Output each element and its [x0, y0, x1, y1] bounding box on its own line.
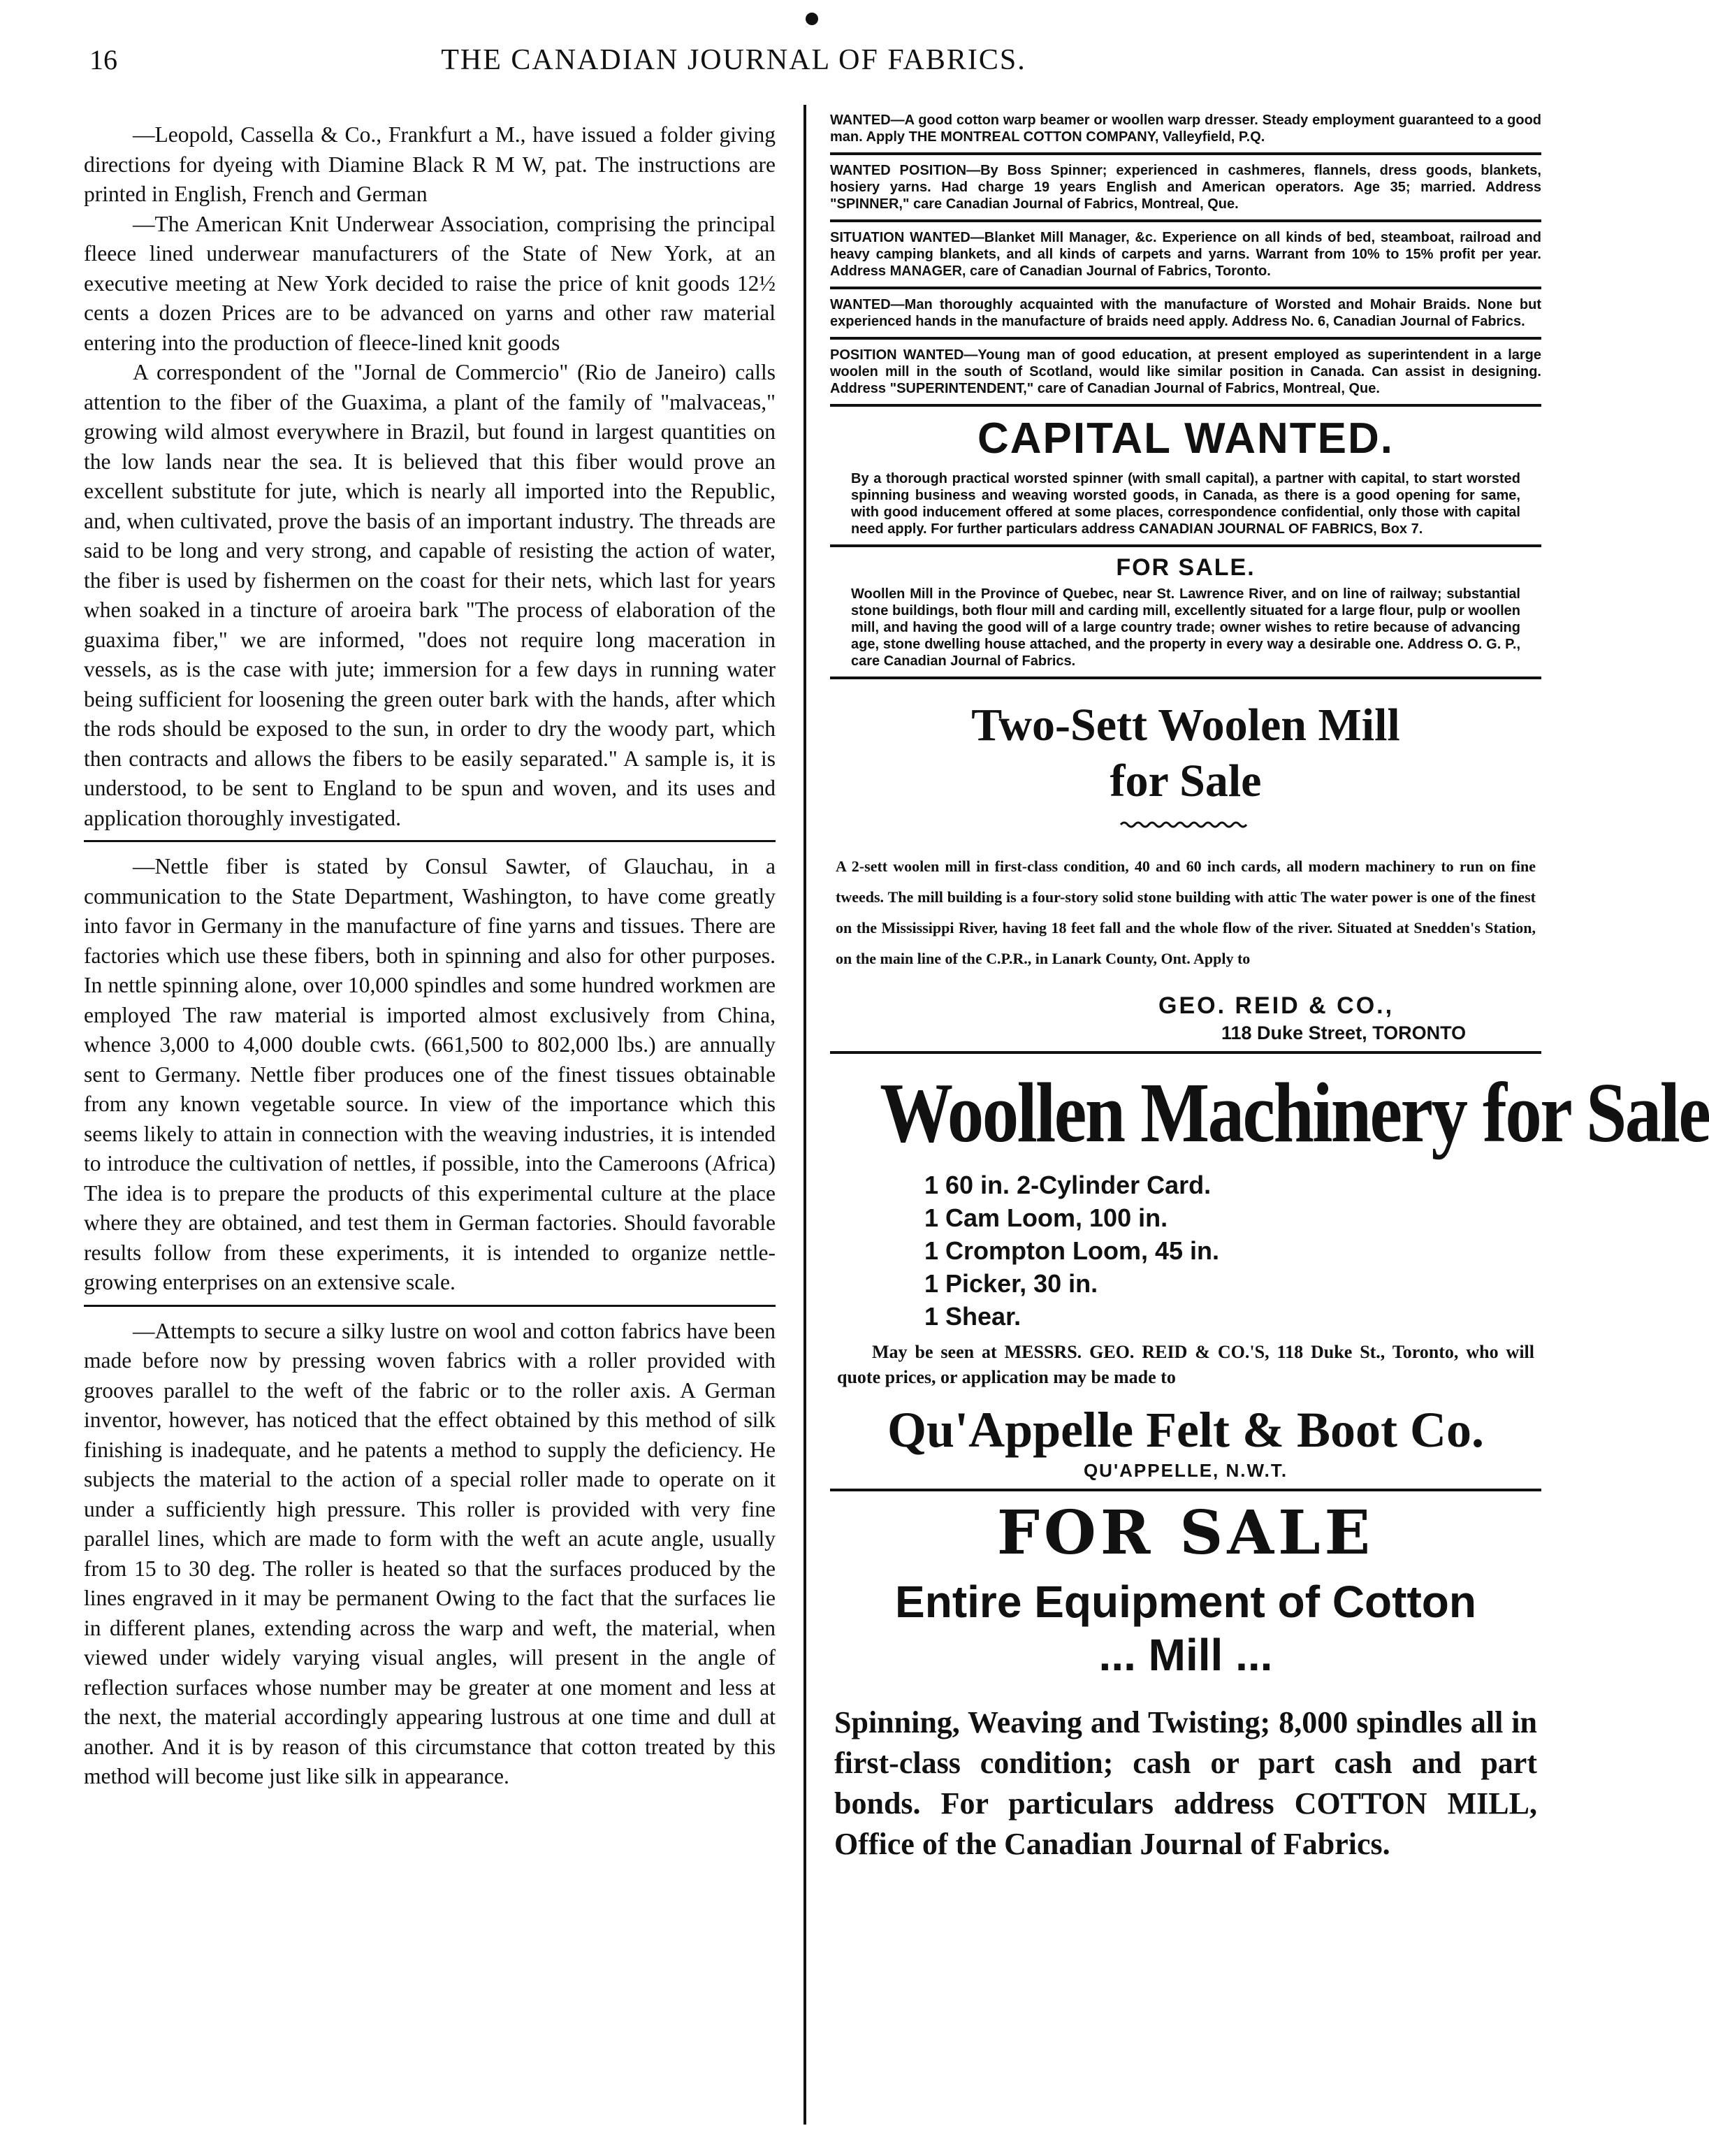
page-number: 16 — [89, 44, 117, 75]
ad-separator — [830, 404, 1541, 407]
two-sett-contact — [830, 992, 1513, 1044]
company-name: Qu'Appelle Felt & Boot Co. — [887, 1402, 1484, 1458]
ad-separator — [830, 1489, 1541, 1491]
column-rule — [803, 105, 806, 2125]
ad-separator — [830, 152, 1541, 155]
ad-wanted-beamer: WANTED—A good cotton warp beamer or woollen warp dresser. Steady employment guaranteed to a good man. Apply THE MONTREAL COTTON COMPANY, Valleyfield, P.Q. — [830, 113, 1541, 145]
article-separator — [84, 1305, 776, 1307]
machinery-note: May be seen at MESSRS. GEO. REID & CO.'S, 118 Duke St., Toronto, who will quote prices, or application may be made to — [837, 1342, 1534, 1387]
header-dot — [806, 13, 818, 25]
article-guaxima: A correspondent of the "Jornal de Commercio" (Rio de Janeiro) calls attention to the fiber of the Guaxima, a plant of the family of "malvaceas," growing wild almost everywhere in Brazil, but found in largest quantities on the low lands near the sea. It is believed that this fiber would prove an excellent substitute for jute, which is nearly all imported into the Republic, and, when cultivated, prove the basis of an important industry. The threads are said to be long and very strong, and capable of resisting the action of water, the fiber is used by fishermen on the coast for their nets, which last for years when soaked in a tincture of aroeira bark "The process of elaboration of the guaxima fiber," we are informed, "does not require long maceration in vessels, as is the case with jute; immersion for a few days in running water being sufficient for loosening the green outer bark with the hands, after which the rods should be exposed to the sun, in order to dry the woody part, which then contracts and allows the fibers to be easily separated." A sample is, it is understood, to be sent to England to be spun and woven, and its uses and application thoroughly investigated. — [84, 360, 776, 830]
capital-wanted-body: By a thorough practical worsted spinner (with small capital), a partner with capital, to start worsted spinning business and weaving worsted goods, in Canada, as there is a good opening for same, with good inducement offered at some places, correspondence confidential, only those with capital need apply. For further particulars address CANADIAN JOURNAL OF FABRICS, Box 7. — [851, 471, 1520, 537]
two-sett-body: A 2-sett woolen mill in first-class condition, 40 and 60 inch cards, all modern machinery to run on fine tweeds. The mill building is a four-story solid stone building with attic The water power is one of the finest on the Mississippi River, having 18 feet fall and the whole flow of the river. Situated at Snedden's Station, on the main line of the C.P.R., in Lanark County, Ont. Apply to — [836, 858, 1536, 967]
ad-wanted-braids: WANTED—Man thoroughly acquainted with the manufacture of Worsted and Mohair Braids. None but experienced hands in the manufacture of braids need apply. Address No. 6, Canadian Journal of Fabrics. — [830, 297, 1541, 329]
ad-separator — [830, 1051, 1541, 1054]
two-sett-heading-line2: for Sale — [1110, 755, 1262, 806]
article-separator — [84, 840, 776, 842]
cotton-mill-subheading — [830, 1575, 1541, 1681]
wave-ornament — [1119, 819, 1252, 830]
machinery-item: 1 Shear. — [924, 1302, 1021, 1331]
company-location: QU'APPELLE, N.W.T. — [1083, 1460, 1288, 1481]
machinery-item: 1 Crompton Loom, 45 in. — [924, 1236, 1220, 1265]
contact-name: GEO. REID & CO., — [1158, 992, 1395, 1019]
ad-separator — [830, 287, 1541, 289]
two-sett-heading — [830, 697, 1541, 809]
right-column — [830, 112, 1709, 1865]
machinery-item: 1 Picker, 30 in. — [924, 1269, 1098, 1298]
two-sett-heading-line1: Two-Sett Woolen Mill — [971, 700, 1400, 751]
ad-separator — [830, 544, 1541, 547]
ad-separator — [830, 219, 1541, 222]
cotton-mill-subheading-line2: ... Mill ... — [1098, 1630, 1273, 1680]
journal-title: THE CANADIAN JOURNAL OF FABRICS. — [441, 44, 1026, 76]
ad-separator — [830, 677, 1541, 679]
machinery-list — [924, 1169, 1541, 1333]
contact-address: 118 Duke Street, TORONTO — [1221, 1022, 1467, 1043]
cotton-mill-subheading-line1: Entire Equipment of Cotton — [895, 1577, 1476, 1627]
cotton-mill-body: Spinning, Weaving and Twisting; 8,000 spindles all in first-class condition; cash or part cash and part bonds. For particulars address COTTON MILL, Office of the Canadian Journal of Fabrics. — [834, 1705, 1537, 1861]
article-silky-lustre: —Attempts to secure a silky lustre on wool and cotton fabrics have been made before now by pressing woven fabrics with a roller provided with grooves parallel to the weft of the fabric or to the roller axis. A German inventor, however, has noticed that the effect obtained by this method of silk finishing is inadequate, and he patents a method to supply the deficiency. He subjects the material to the action of a special roller made to operate on it under a sufficiently high pressure. This roller is provided with very fine parallel lines, which are made to form with the weft an acute angle, usually from 15 to 30 deg. The roller is heated so that the surfaces produced by the lines engraved in it may be permanent Owing to the fact that the surfaces lie in different planes, extending across the warp and weft, the material, when viewed under widely varying visual angles, will present in the angle of reflection surfaces whose number may be greater at one moment and less at the next, the material accordingly appearing lustrous at one time and dull at another. And it is by reason of this circumstance that cotton treated by this method will become just like silk in appearance. — [84, 1318, 776, 1788]
ad-wanted-position-spinner: WANTED POSITION—By Boss Spinner; experienced in cashmeres, flannels, dress goods, blankets, hosiery yarns. Had charge 19 years English and American operators. Age 35; married. Address "SPINNER," care Canadian Journal of Fabrics, Montreal, Que. — [830, 163, 1541, 212]
ad-situation-wanted: SITUATION WANTED—Blanket Mill Manager, &c. Experience on all kinds of bed, steamboat, railroad and heavy camping blankets, and all kinds of carpets and yarns. Warrant from 10% to 15% profit per year. Address MANAGER, care of Canadian Journal of Fabrics, Toronto. — [830, 230, 1541, 279]
ad-separator — [830, 337, 1541, 340]
machinery-heading: Woollen Machinery for Sale — [880, 1066, 1709, 1160]
article-cassella: —Leopold, Cassella & Co., Frankfurt a M., have issued a folder giving directions for dyeing with Diamine Black R M W, pat. The instructions are printed in English, French and German — [84, 122, 776, 206]
cotton-mill-for-sale-heading: FOR SALE — [996, 1498, 1375, 1568]
machinery-item: 1 Cam Loom, 100 in. — [924, 1203, 1168, 1232]
machinery-item: 1 60 in. 2-Cylinder Card. — [924, 1171, 1212, 1199]
article-knit-underwear: —The American Knit Underwear Association, comprising the principal fleece lined underwear manufacturers of the State of New York, at an executive meeting at New York decided to raise the price of knit goods 12½ cents a dozen Prices are to be advanced on yarns and other raw material entering into the production of fleece-lined knit goods — [84, 211, 776, 355]
for-sale-heading: FOR SALE. — [1116, 554, 1256, 581]
for-sale-body: Woollen Mill in the Province of Quebec, near St. Lawrence River, and on line of railway; substantial stone buildings, both flour mill and carding mill, excellently situated for a large flour, pulp or woollen mill, and having the good will of a large country trade; owner wishes to retire because of advancing age, stone dwelling house attached, and the property in every way a desirable one. Address O. G. P., care Canadian Journal of Fabrics. — [851, 586, 1520, 669]
ad-position-wanted: POSITION WANTED—Young man of good education, at present employed as superintendent in a large woolen mill in the south of Scotland, would like similar position in Canada. Can assist in designing. Address "SUPERINTENDENT," care of Canadian Journal of Fabrics, Montreal, Que. — [830, 347, 1541, 396]
left-column — [84, 120, 776, 1792]
capital-wanted-heading: CAPITAL WANTED. — [977, 414, 1395, 463]
article-nettle-fiber: —Nettle fiber is stated by Consul Sawter, of Glauchau, in a communication to the State Department, Washington, to have come greatly into favor in Germany in the manufacture of fine yarns and tissues. There are factories which use these fibers, both in spinning and also for other purposes. In nettle spinning alone, over 10,000 spindles and some hundred workmen are employed The raw material is imported almost exclusively from China, whence 3,000 to 4,000 double cwts. (661,500 to 802,000 lbs.) are annually sent to Germany. Nettle fiber produces one of the finest tissues obtainable from any known vegetable source. In view of the importance which this seems likely to attain in connection with the weaving industries, it is intended to introduce the cultivation of nettles, if possible, into the Cameroons (Africa) The idea is to prepare the products of this experimental culture at the place where they are obtained, and test them in German factories. Should favorable results follow from these experiments, it is intended to organize nettle-growing enterprises on an extensive scale. — [84, 854, 776, 1294]
